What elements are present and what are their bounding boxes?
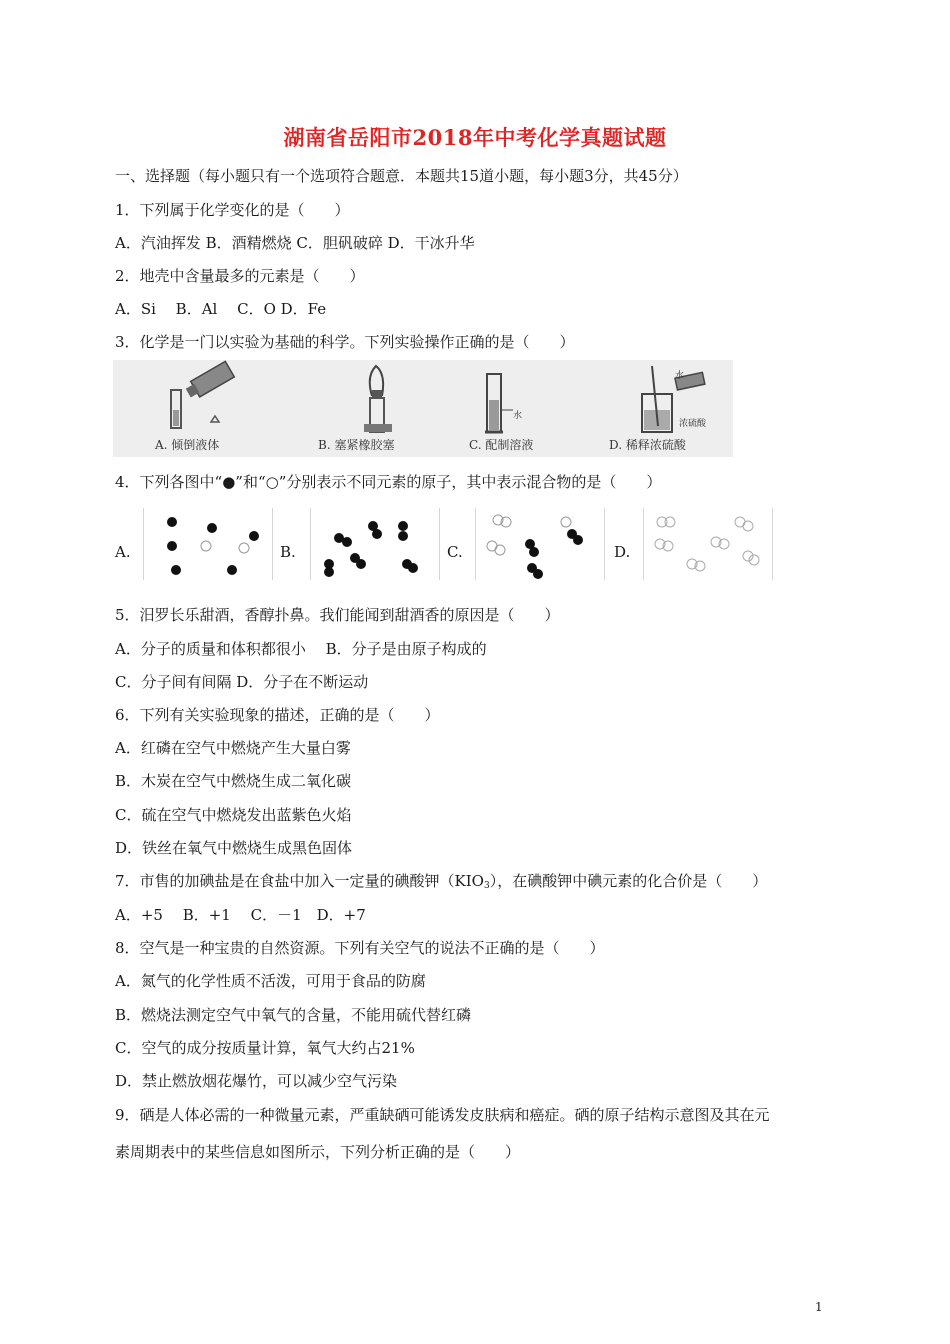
atom [201,541,211,551]
question-2: 2．地壳中含量最多的元素是（ ） [115,267,365,285]
atom [249,531,259,541]
option-letter-d: D. [614,543,631,561]
question-6-option-b: B．木炭在空气中燃烧生成二氧化碳 [115,772,352,790]
atom [167,517,177,527]
question-6-option-a: A．红磷在空气中燃烧产生大量白雾 [115,739,351,757]
experiment-label-b: B. 塞紧橡胶塞 [318,438,395,452]
experiment-label-c: C. 配制溶液 [469,438,534,452]
acid-label-d: 浓硫酸 [679,419,707,429]
atom [207,523,217,533]
question-4: 4．下列各图中“●”和“○”分别表示不同元素的原子，其中表示混合物的是（ ） [115,473,662,491]
atom [227,565,237,575]
question-8-option-b: B．燃烧法测定空气中氧气的含量，不能用硫代替红磷 [115,1006,472,1024]
experiment-label-d: D. 稀释浓硫酸 [609,438,686,452]
question-7-text-a: 7．市售的加碘盐是在食盐中加入一定量的碘酸钾（KIO [115,872,484,890]
question-7-text-b: ），在碘酸钾中碘元素的化合价是（ ） [489,872,768,890]
water-label-d: 水 [675,371,685,381]
question-8: 8．空气是一种宝贵的自然资源。下列有关空气的说法不正确的是（ ） [115,939,605,957]
water-label-c: 水 [513,411,523,421]
question-3: 3．化学是一门以实验为基础的科学。下列实验操作正确的是（ ） [115,333,575,351]
question-2-options: A．Si B．Al C．O D．Fe [115,300,327,318]
question-5-options-cd: C．分子间有间隔 D．分子在不断运动 [115,673,369,691]
page-number: 1 [815,1300,823,1314]
section-heading: 一、选择题（每小题只有一个选项符合题意．本题共15道小题，每小题3分，共45分） [115,167,688,185]
molecule-box-d [643,508,773,580]
question-7 [115,870,767,891]
question-8-option-d: D．禁止燃放烟花爆竹，可以减少空气污染 [115,1072,398,1090]
question-6-option-c: C．硫在空气中燃烧发出蓝紫色火焰 [115,806,352,824]
question-9-line-1: 9．硒是人体必需的一种微量元素，严重缺硒可能诱发皮肤病和癌症。硒的原子结构示意图及其在元 [115,1106,770,1124]
question-5-options-ab: A．分子的质量和体积都很小 B．分子是由原子构成的 [115,640,487,658]
option-letter-a: A. [115,543,131,561]
option-letter-b: B. [280,543,296,561]
experiment-illustrations [113,360,733,457]
question-8-option-c: C．空气的成分按质量计算，氧气大约占21% [115,1039,415,1057]
question-8-option-a: A．氮气的化学性质不活泼，可用于食品的防腐 [115,972,426,990]
question-7-options: A．+5 B．+1 C．－1 D．+7 [115,906,366,924]
molecule-box-b [310,508,440,580]
page-title: 湖南省岳阳市2018年中考化学真题试题 [283,125,667,150]
atom [239,543,249,553]
experiment-label-a: A. 倾倒液体 [155,438,220,452]
question-7-subscript: 3 [483,881,490,891]
question-6-option-d: D．铁丝在氧气中燃烧生成黑色固体 [115,839,353,857]
question-5: 5．汨罗长乐甜酒，香醇扑鼻。我们能闻到甜酒香的原因是（ ） [115,606,560,624]
molecule-box-c [475,508,605,580]
question-6: 6．下列有关实验现象的描述，正确的是（ ） [115,706,440,724]
atom [171,565,181,575]
question-9-line-2: 素周期表中的某些信息如图所示，下列分析正确的是（ ） [115,1143,521,1161]
question-1: 1．下列属于化学变化的是（ ） [115,201,350,219]
question-1-options: A．汽油挥发 B．酒精燃烧 C．胆矾破碎 D．干冰升华 [115,234,475,252]
atom [167,541,177,551]
molecule-box-a [143,508,273,580]
option-letter-c: C. [447,543,463,561]
